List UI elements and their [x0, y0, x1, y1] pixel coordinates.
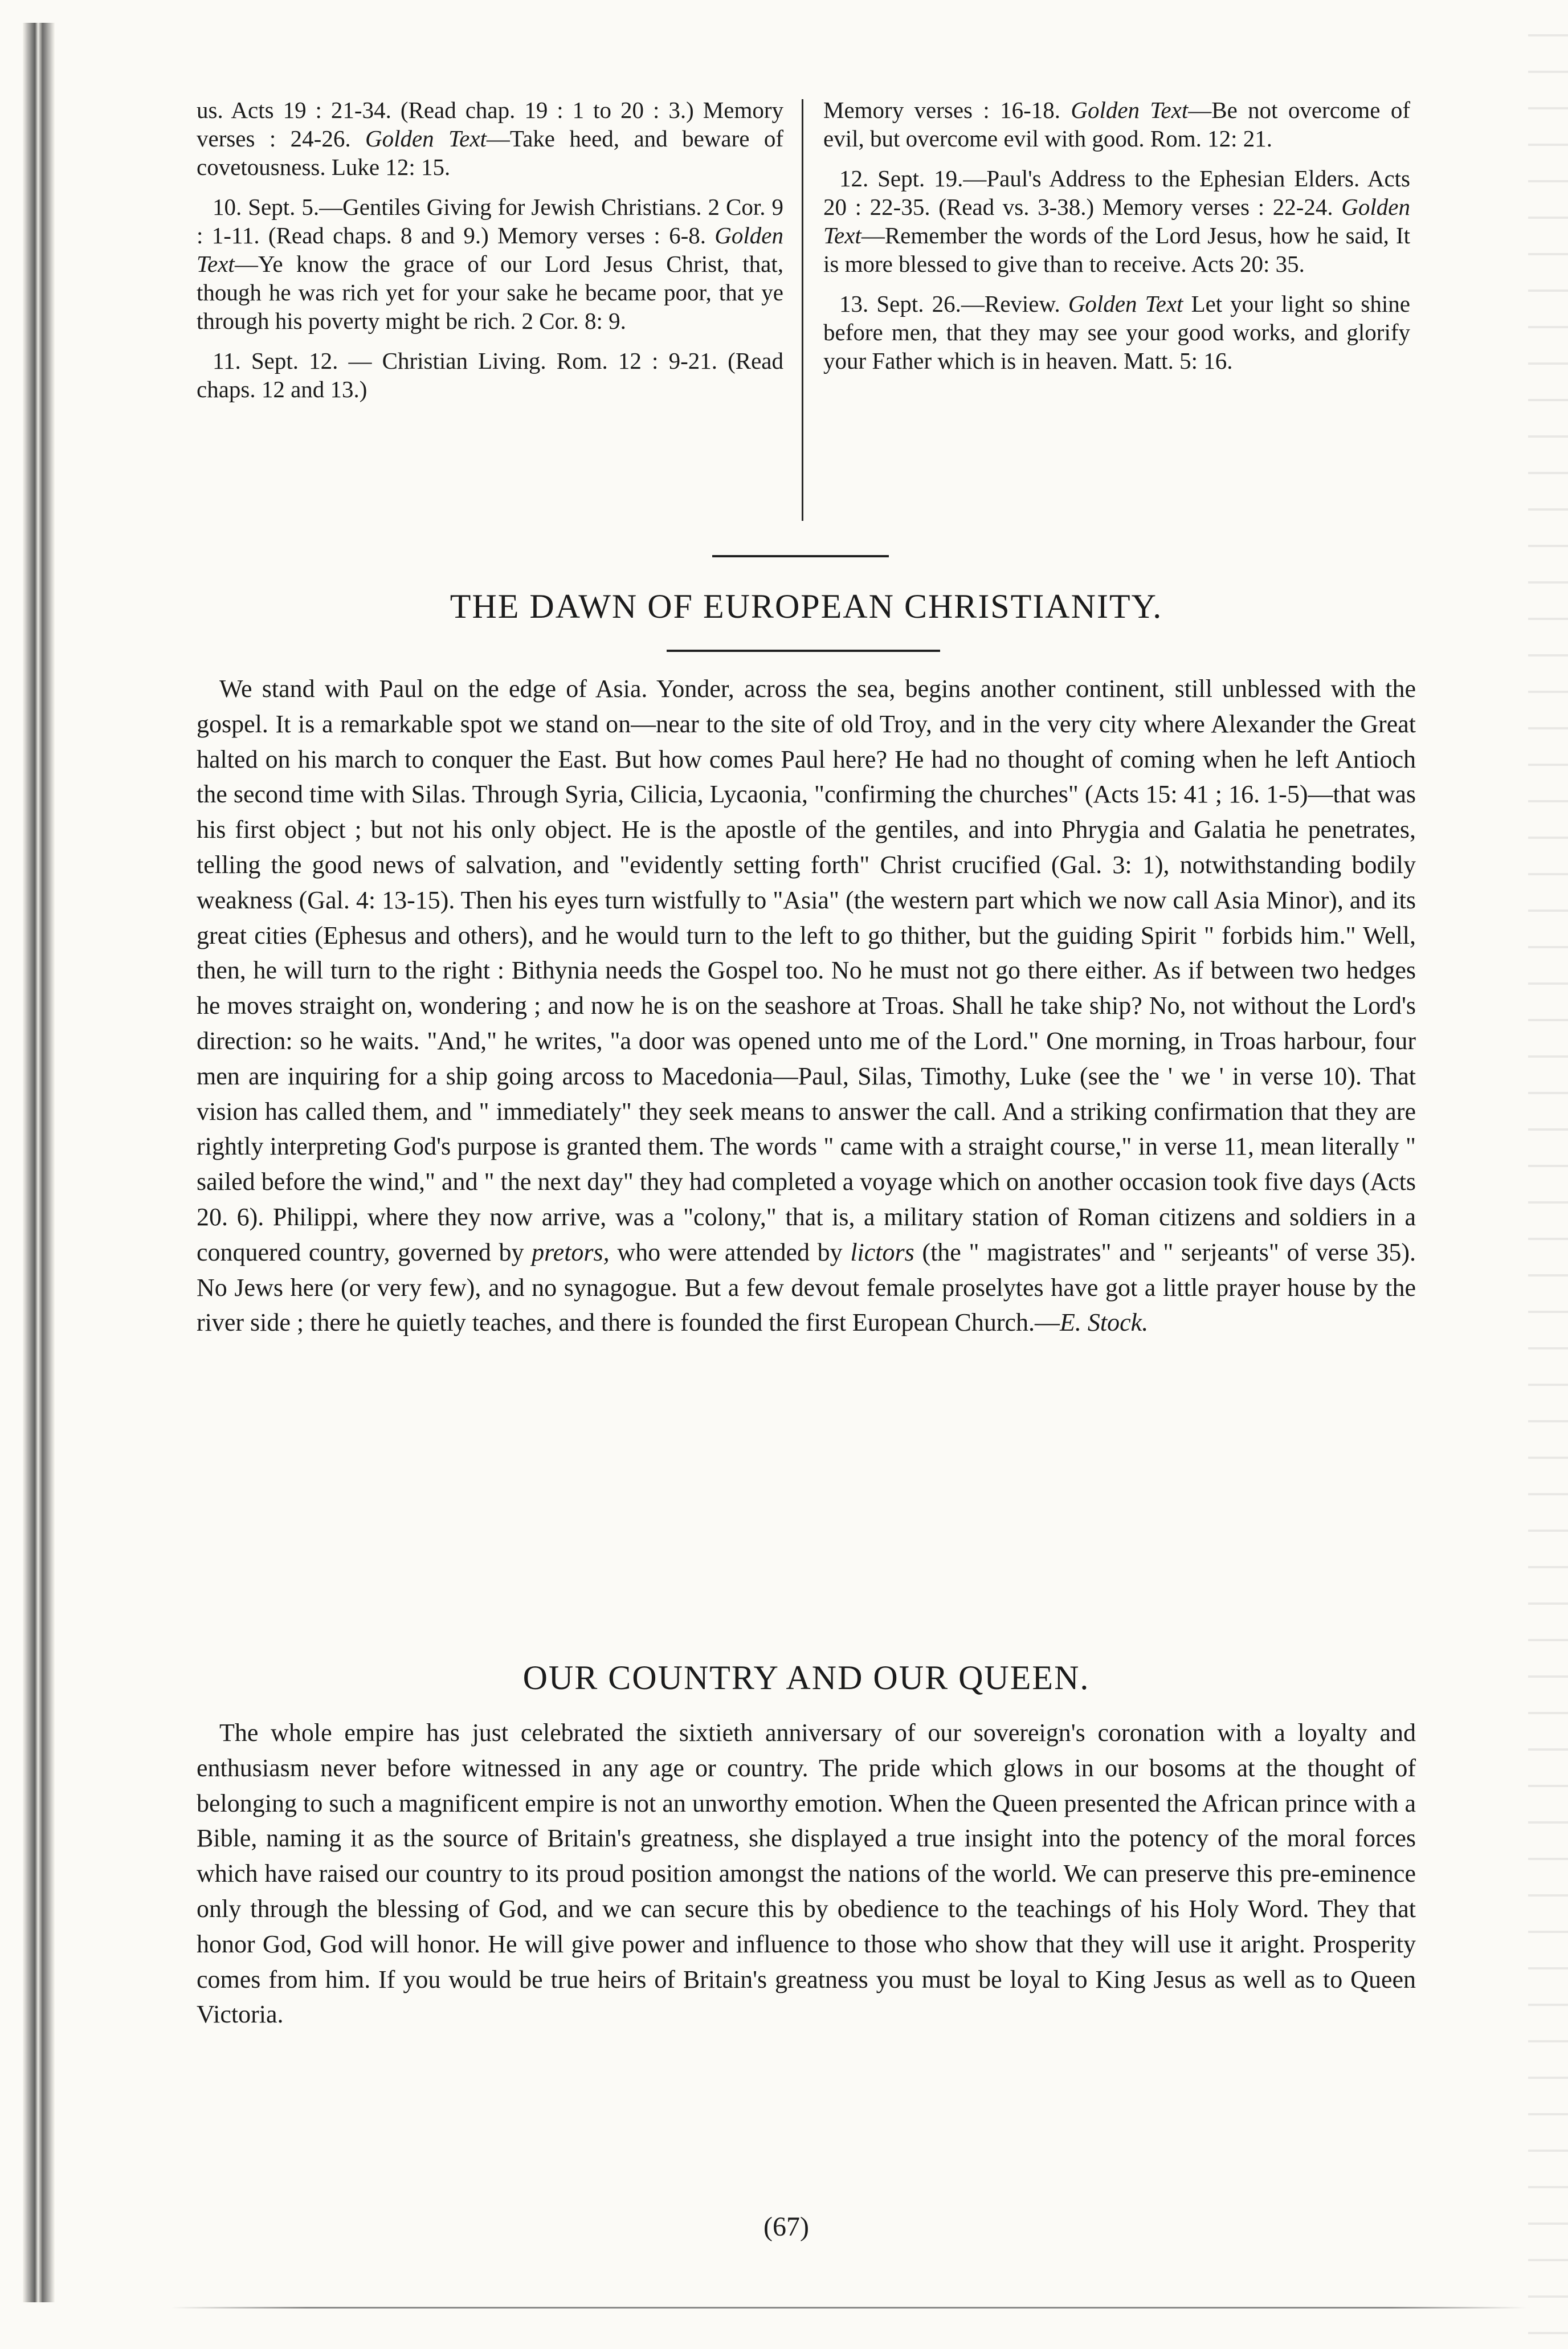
page-number: (67)	[763, 2212, 809, 2242]
italic-text: Golden Text	[1068, 291, 1183, 317]
section-rule	[712, 555, 889, 557]
column-divider	[802, 99, 803, 521]
text-run: We stand with Paul on the edge of Asia. Yonder, across the sea, begins another continent, still unblessed with the gospel. It is a remarkable spot we stand on—near to the site of old Troy, and in the very city where Alexander the Great halted on his march to conquer the East. But how comes Paul here? He had no thought of coming when he left Antioch the second time with Silas. Through Syria, Cilicia, Lycaonia, "confirming the churches" (Acts 15: 41 ; 16. 1-5)—that was his first object ; but not his only object. He is the apostle of the gentiles, and into Phrygia and Galatia he penetrates, telling the good news of salvation, and "evidently setting forth" Christ crucified (Gal. 3: 1), notwithstanding bodily weakness (Gal. 4: 13-15). Then his eyes turn wistfully to "Asia" (the western part which we now call Asia Minor), and its great cities (Ephesus and others), and he would turn to the left to go thither, but the guiding Spirit " forbids him." Well, then, he will turn to the right : Bithynia needs the Gospel too. No he must not go there either. As if between two hedges he moves straight on, wondering ; and now he is on the seashore at Troas. Shall he take ship? No, not without the Lord's direction: so he waits. "And," he writes, "a door was opened unto me of the Lord." One morning, in Troas harbour, four men are inquiring for a ship going arcoss to Macedonia—Paul, Silas, Timothy, Luke (see the ' we ' in verse 10). That vision has called them, and " immediately" they seek means to answer the call. And a striking confirmation that they are rightly interpreting God's purpose is granted them. The words " came with a straight course," in verse 11, mean literally " sailed before the wind," and " the next day" they had completed a voyage which on another occasion took five days (Acts 20. 6). Philippi, where they now arrive, was a "colony," that is, a military station of Roman citizens and soldiers in a conquered country, governed by	[197, 675, 1416, 1266]
text-run: —Remember the words of the Lord Jesus, how he said, It is more blessed to give than to receive. Acts 20: 35.	[823, 222, 1410, 277]
text-run: The whole empire has just celebrated the sixtieth anniversary of our sovereign's coronation with a loyalty and enthusiasm never before witnessed in any age or country. The pride which glows in our bosoms at the thought of belonging to such a magnificent empire is not an unworthy emotion. When the Queen presented the African prince with a Bible, naming it as the source of Britain's greatness, she displayed a true insight into the potency of the moral forces which have raised our country to its proud position amongst the nations of the world. We can preserve this pre-eminence only through the blessing of God, and we can secure this by obedience to the teachings of his Holy Word. They that honor God, God will honor. He will give power and influence to those who show that they will use it aright. Prosperity comes from him. If you would be true heirs of Britain's greatness you must be loyal to King Jesus as well as to Queen Victoria.	[197, 1719, 1416, 2029]
bottom-edge-line	[171, 2307, 1527, 2309]
text-run: 10. Sept. 5.—Gentiles Giving for Jewish Christians. 2 Cor. 9 : 1-11. (Read chaps. 8 and 9.) Memory verses : 6-8.	[197, 194, 783, 248]
lesson-entry	[823, 164, 1410, 278]
article-body-2	[197, 1715, 1416, 2032]
italic-text: Golden Text	[197, 222, 783, 277]
italic-text: Golden Text	[823, 194, 1410, 248]
lessons-right-column	[823, 96, 1410, 386]
article-body	[197, 671, 1416, 1340]
article-title-2: OUR COUNTRY AND OUR QUEEN.	[522, 1659, 1090, 1697]
italic-text: Golden Text	[365, 125, 487, 152]
lesson-entry	[197, 96, 783, 181]
binding-edge	[23, 23, 55, 2302]
italic-text: lictors	[850, 1238, 914, 1266]
text-run: 11. Sept. 12. — Christian Living. Rom. 12 : 9-21. (Read chaps. 12 and 13.)	[197, 348, 783, 402]
text-run: (the " magistrates" and " serjeants" of verse 35). No Jews here (or very few), and no synagogue. But a few devout female proselytes have got a little prayer house by the river side ; there he quietly teaches, and there is founded the first European Church.—	[197, 1238, 1416, 1337]
text-run: who were attended by	[609, 1238, 851, 1266]
italic-text: pretors,	[532, 1238, 610, 1266]
title-underline	[667, 650, 940, 652]
italic-text: E. Stock.	[1060, 1308, 1149, 1337]
lesson-entry	[823, 96, 1410, 153]
text-run: —Take heed, and beware of covetousness. Luke 12: 15.	[197, 125, 783, 180]
italic-text: Golden Text	[1071, 97, 1189, 123]
text-run: —Ye know the grace of our Lord Jesus Christ, that, though he was rich yet for your sake he became poor, that ye through his poverty might be rich. 2 Cor. 8: 9.	[197, 251, 783, 334]
text-run: Memory verses : 16-18.	[823, 97, 1071, 123]
text-run: —Be not overcome of evil, but overcome evil with good. Rom. 12: 21.	[823, 97, 1410, 152]
lesson-entry	[197, 193, 783, 335]
text-run: Let your light so shine before men, that they may see your good works, and glorify your Father which is in heaven. Matt. 5: 16.	[823, 291, 1410, 374]
text-run: 12. Sept. 19.—Paul's Address to the Ephesian Elders. Acts 20 : 22-35. (Read vs. 3-38.) Memory verses : 22-24.	[823, 165, 1410, 220]
article-title: THE DAWN OF EUROPEAN CHRISTIANITY.	[450, 588, 1163, 625]
lessons-left-column	[197, 96, 783, 415]
text-run: 13. Sept. 26.—Review.	[839, 291, 1068, 317]
text-run: us. Acts 19 : 21-34. (Read chap. 19 : 1 to 20 : 3.) Memory verses : 24-26.	[197, 97, 783, 152]
lessons-columns	[197, 96, 1416, 529]
lesson-entry	[823, 289, 1410, 375]
lesson-entry	[197, 346, 783, 403]
page-edge-marks	[1528, 0, 1568, 2349]
